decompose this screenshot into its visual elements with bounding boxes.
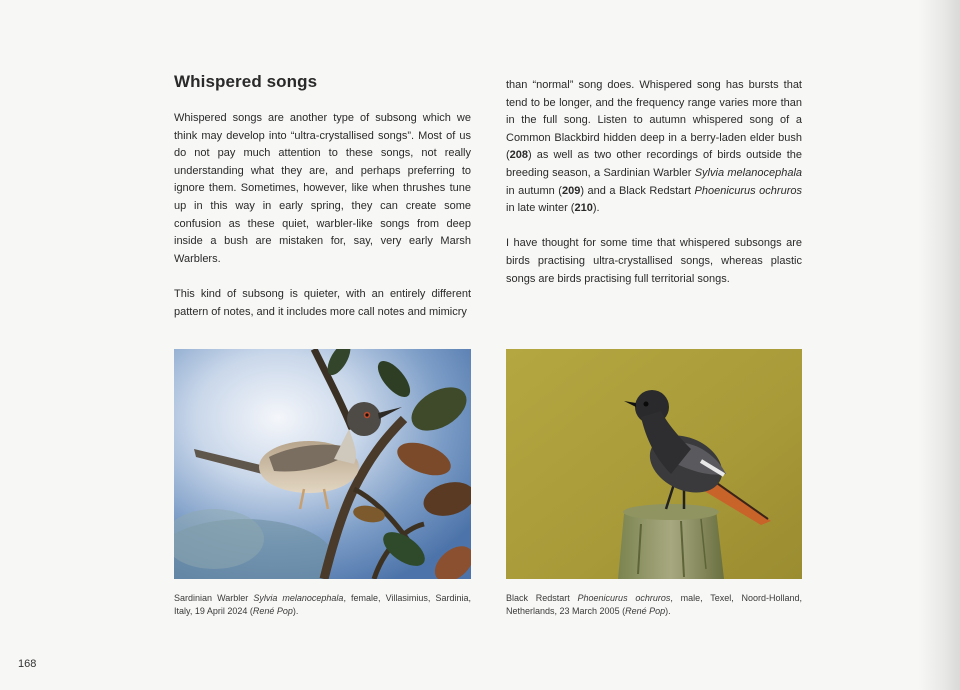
page-number: 168 bbox=[18, 658, 37, 670]
text-run: ) and a Black Redstart bbox=[580, 184, 695, 197]
species-name: Sylvia melanocephala bbox=[694, 166, 803, 179]
photo-caption bbox=[174, 592, 471, 617]
page-edge-shadow bbox=[918, 0, 960, 690]
photo-credit: René Pop bbox=[252, 605, 293, 616]
paragraph bbox=[506, 77, 802, 218]
paragraph: Whispered songs are another type of subsong which we think may develop into “ultra-crystallised songs”. Most of us do not pay much attention to these songs, not really understanding what they are, and perhaps preferring to ignore them. Sometimes, however, like when thrushes tune up in this way in early spring, they can create some confusion as these quiet, warbler-like songs from deep inside a bush are mistaken for, say, very early Marsh Warblers. bbox=[174, 112, 471, 265]
text-run: ) as well as two other recordings of birds outside the breeding season, a Sardinian Warbler bbox=[506, 149, 802, 179]
photo-credit: René Pop bbox=[625, 605, 666, 616]
section-heading: Whispered songs bbox=[174, 72, 318, 91]
black-redstart-photo bbox=[506, 349, 802, 579]
species-name: Sylvia melanocephala bbox=[253, 593, 344, 603]
recording-reference: 209 bbox=[561, 184, 581, 197]
text-run: ). bbox=[592, 202, 600, 215]
text-run: than “normal” song does. Whispered song has bursts that tend to be longer, and the frequency range varies more than in the full song. Listen to autumn whispered song of a Common Blackbird hidden deep in a berry-laden elder bush ( bbox=[506, 79, 802, 162]
text-run: , male, Texel, Noord-Holland, Netherlands, 23 March 2005 ( bbox=[506, 593, 802, 616]
left-text-column bbox=[174, 110, 471, 321]
sardinian-warbler-photo bbox=[174, 349, 471, 579]
recording-reference: 210 bbox=[574, 202, 593, 215]
species-name: Phoenicurus ochruros bbox=[694, 184, 802, 197]
text-run: Black Redstart bbox=[506, 593, 578, 603]
species-name: Phoenicurus ochruros bbox=[577, 593, 671, 603]
right-text-column bbox=[506, 77, 802, 288]
paragraph: This kind of subsong is quieter, with an entirely different pattern of notes, and it includes more call notes and mimicry bbox=[174, 287, 471, 318]
photo-caption bbox=[506, 592, 802, 617]
paragraph: I have thought for some time that whispered subsongs are birds practising ultra-crystallised songs, whereas plastic songs are birds practising full territorial songs. bbox=[506, 237, 802, 285]
text-run: Sardinian Warbler bbox=[174, 593, 254, 603]
text-run: ). bbox=[292, 605, 299, 616]
text-run: in late winter ( bbox=[506, 202, 575, 215]
text-run: ). bbox=[665, 605, 671, 616]
text-run: , female, Villasimius, Sardinia, Italy, 19 April 2024 ( bbox=[174, 593, 471, 616]
recording-reference: 208 bbox=[509, 149, 529, 162]
text-run: in autumn ( bbox=[506, 184, 562, 197]
